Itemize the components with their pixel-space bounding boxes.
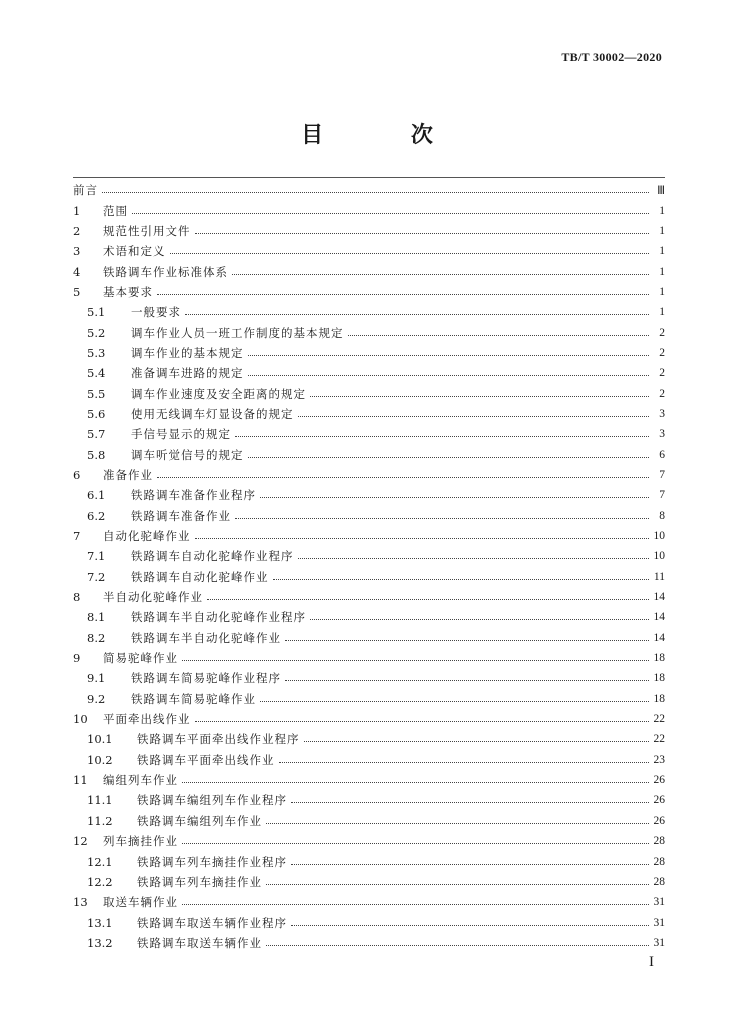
toc-entry-title: 自动化驼峰作业 [103,529,191,544]
toc-entry-page: 10 [653,530,665,543]
toc-subentry[interactable] [73,750,665,770]
toc-entry-page: 3 [659,407,665,420]
toc-subentry[interactable] [73,322,665,342]
toc-entry-page: 23 [653,753,665,766]
toc-entry-title: 平面牵出线作业 [103,712,191,727]
dot-leader [235,517,649,519]
dot-leader [195,720,650,722]
toc-entry-title: 手信号显示的规定 [131,427,231,442]
dot-leader [195,537,650,539]
toc-entry-page: 18 [653,672,665,685]
toc-subentry[interactable] [73,404,665,424]
toc-entry-title: 规范性引用文件 [103,223,191,238]
toc-subentry[interactable] [73,567,665,587]
toc-entry-number: 5 [73,284,81,299]
toc-entry-number: 11.1 [87,793,113,808]
toc-entry-page: 1 [659,306,665,319]
toc-entry-title: 列车摘挂作业 [103,834,178,849]
toc-entry-title: 铁路调车作业标准体系 [103,264,228,279]
toc-subentry[interactable] [73,729,665,749]
toc-entry-number: 11 [73,773,88,788]
toc-entry[interactable] [73,221,665,241]
toc-entry-title: 铁路调车半自动化驼峰作业程序 [131,610,306,625]
toc-subentry[interactable] [73,668,665,688]
dot-leader [348,334,650,336]
divider [73,177,665,178]
toc-subentry[interactable] [73,607,665,627]
toc-entry[interactable] [73,770,665,790]
toc-entry[interactable] [73,241,665,261]
toc-subentry[interactable] [73,872,665,892]
toc-entry-page: 3 [659,428,665,441]
toc-entry-page: 26 [653,814,665,827]
toc-entry-page: 26 [653,774,665,787]
toc-entry-number: 8.1 [87,610,106,625]
toc-entry-page: 1 [659,265,665,278]
toc-subentry[interactable] [73,343,665,363]
toc-entry-number: 10.1 [87,732,113,747]
toc-entry-number: 4 [73,264,81,279]
dot-leader [248,354,650,356]
toc-entry-page: 1 [659,285,665,298]
toc-entry-title: 调车作业的基本规定 [131,345,244,360]
toc-entry-number: 7 [73,529,81,544]
toc-entry[interactable] [73,261,665,281]
toc-entry-page: 14 [653,611,665,624]
dot-leader [235,435,649,437]
toc-entry[interactable] [73,648,665,668]
toc-entry-number: 8 [73,590,81,605]
dot-leader [185,313,649,315]
dot-leader [285,639,649,641]
toc-entry-title: 调车作业速度及安全距离的规定 [131,386,306,401]
toc-entry-page: Ⅲ [657,185,665,198]
toc-entry-number: 5.4 [87,366,106,381]
toc-entry-page: 2 [659,326,665,339]
toc-subentry[interactable] [73,424,665,444]
dot-leader [157,476,649,478]
toc-subentry[interactable] [73,363,665,383]
toc-entry-page: 1 [659,245,665,258]
toc-subentry[interactable] [73,444,665,464]
toc-subentry[interactable] [73,485,665,505]
toc-entry-number: 9.2 [87,691,106,706]
toc-entry-page: 22 [653,733,665,746]
toc-entry-title: 铁路调车准备作业程序 [131,488,256,503]
toc-entry-number: 13 [73,895,88,910]
toc-entry-number: 7.2 [87,569,106,584]
toc-entry-title: 术语和定义 [103,244,166,259]
toc-entry-number: 10 [73,712,88,727]
toc-entry-number: 13.2 [87,935,113,950]
dot-leader [102,191,649,193]
toc-entry-title: 范围 [103,203,128,218]
dot-leader [260,496,649,498]
toc-entry-number: 11.2 [87,813,113,828]
dot-leader [182,842,649,844]
toc-entry-title: 基本要求 [103,284,153,299]
toc-entry-page: 22 [653,713,665,726]
toc-entry-number: 5.5 [87,386,106,401]
toc-entry-page: 14 [653,631,665,644]
toc-entry[interactable] [73,526,665,546]
dot-leader [170,252,650,254]
dot-leader [132,212,649,214]
dot-leader [207,598,649,600]
toc-entry-title: 铁路调车平面牵出线作业 [137,752,275,767]
toc-entry-page: 10 [653,550,665,563]
toc-entry-page: 6 [659,448,665,461]
toc-entry-number: 6 [73,467,81,482]
toc-entry-number: 6.2 [87,508,106,523]
toc-entry-title: 前言 [73,183,98,198]
toc-entry-number: 5.1 [87,305,106,320]
toc-entry-page: 8 [659,509,665,522]
toc-entry-page: 28 [653,875,665,888]
dot-leader [266,822,649,824]
toc-entry-number: 5.2 [87,325,106,340]
toc-entry[interactable] [73,709,665,729]
toc-entry-title: 铁路调车编组列车作业 [137,813,262,828]
toc-entry-number: 9 [73,651,81,666]
dot-leader [285,679,649,681]
dot-leader [182,659,649,661]
dot-leader [195,232,650,234]
toc-subentry[interactable] [73,628,665,648]
toc-subentry[interactable] [73,546,665,566]
toc-entry-number: 5.7 [87,427,106,442]
toc-entry-title: 铁路调车平面牵出线作业程序 [137,732,300,747]
document-code: TB/T 30002—2020 [561,50,662,64]
toc-entry-title: 铁路调车半自动化驼峰作业 [131,630,281,645]
toc-entry-page: 11 [653,570,665,583]
toc-entry[interactable] [73,282,665,302]
toc-entry[interactable] [73,587,665,607]
toc-subentry[interactable] [73,506,665,526]
toc-entry-title: 铁路调车简易驼峰作业 [131,691,256,706]
toc-subentry[interactable] [73,790,665,810]
dot-leader [291,801,649,803]
toc-entry-page: 18 [653,652,665,665]
dot-leader [298,415,650,417]
toc-entry-page: 14 [653,591,665,604]
dot-leader [310,395,649,397]
toc-entry-number: 12.2 [87,874,113,889]
toc-entry-page: 31 [653,916,665,929]
toc-entry-page: 18 [653,692,665,705]
toc-entry-page: 7 [659,489,665,502]
toc-entry-number: 3 [73,244,81,259]
toc-entry-page: 2 [659,367,665,380]
toc-entry-title: 铁路调车自动化驼峰作业程序 [131,549,294,564]
toc-entry-title: 铁路调车取送车辆作业程序 [137,915,287,930]
toc-entry[interactable] [73,200,665,220]
dot-leader [273,578,650,580]
toc-entry-title: 准备调车进路的规定 [131,366,244,381]
dot-leader [266,883,649,885]
toc-entry-number: 7.1 [87,549,106,564]
toc-entry-title: 铁路调车列车摘挂作业 [137,874,262,889]
toc-subentry[interactable] [73,912,665,932]
toc-subentry[interactable] [73,689,665,709]
dot-leader [182,903,649,905]
dot-leader [182,781,649,783]
dot-leader [266,944,649,946]
page-number: I [649,954,654,970]
toc-entry[interactable] [73,180,665,200]
toc-entry-title: 一般要求 [131,305,181,320]
dot-leader [232,273,649,275]
toc-entry-page: 31 [653,896,665,909]
toc-entry-number: 8.2 [87,630,106,645]
toc-subentry[interactable] [73,851,665,871]
toc-entry-page: 1 [659,224,665,237]
dot-leader [279,761,650,763]
toc-subentry[interactable] [73,811,665,831]
dot-leader [304,740,650,742]
toc-entry-page: 2 [659,346,665,359]
toc-entry-page: 7 [659,468,665,481]
toc-entry-title: 准备作业 [103,467,153,482]
toc-entry-title: 铁路调车取送车辆作业 [137,935,262,950]
toc-subentry[interactable] [73,933,665,953]
toc-entry-title: 半自动化驼峰作业 [103,590,203,605]
toc-entry-page: 26 [653,794,665,807]
table-of-contents [73,180,665,953]
toc-entry-title: 使用无线调车灯显设备的规定 [131,406,294,421]
toc-entry-number: 5.3 [87,345,106,360]
toc-entry-title: 铁路调车列车摘挂作业程序 [137,854,287,869]
toc-entry-title: 调车作业人员一班工作制度的基本规定 [131,325,344,340]
toc-entry-page: 1 [659,204,665,217]
dot-leader [291,924,649,926]
toc-entry-number: 10.2 [87,752,113,767]
dot-leader [248,374,650,376]
toc-subentry[interactable] [73,302,665,322]
toc-entry-number: 5.8 [87,447,106,462]
toc-entry[interactable] [73,465,665,485]
toc-entry-title: 铁路调车自动化驼峰作业 [131,569,269,584]
toc-entry-number: 12 [73,834,88,849]
toc-entry-title: 调车听觉信号的规定 [131,447,244,462]
page-title: 目 次 [301,123,473,148]
dot-leader [260,700,649,702]
toc-entry-number: 2 [73,223,81,238]
toc-entry-number: 13.1 [87,915,113,930]
toc-entry-page: 31 [653,936,665,949]
dot-leader [157,293,649,295]
toc-entry[interactable] [73,831,665,851]
dot-leader [248,456,650,458]
toc-entry-page: 28 [653,855,665,868]
toc-entry-page: 2 [659,387,665,400]
toc-entry-title: 简易驼峰作业 [103,651,178,666]
toc-entry-title: 铁路调车准备作业 [131,508,231,523]
toc-entry-number: 5.6 [87,406,106,421]
dot-leader [298,557,650,559]
dot-leader [310,618,649,620]
toc-entry-title: 铁路调车简易驼峰作业程序 [131,671,281,686]
dot-leader [291,863,649,865]
toc-entry[interactable] [73,892,665,912]
toc-entry-number: 12.1 [87,854,113,869]
toc-entry-title: 取送车辆作业 [103,895,178,910]
toc-entry-number: 9.1 [87,671,106,686]
toc-entry-title: 铁路调车编组列车作业程序 [137,793,287,808]
toc-subentry[interactable] [73,383,665,403]
toc-entry-number: 1 [73,203,81,218]
toc-entry-page: 28 [653,835,665,848]
toc-entry-number: 6.1 [87,488,106,503]
toc-entry-title: 编组列车作业 [103,773,178,788]
